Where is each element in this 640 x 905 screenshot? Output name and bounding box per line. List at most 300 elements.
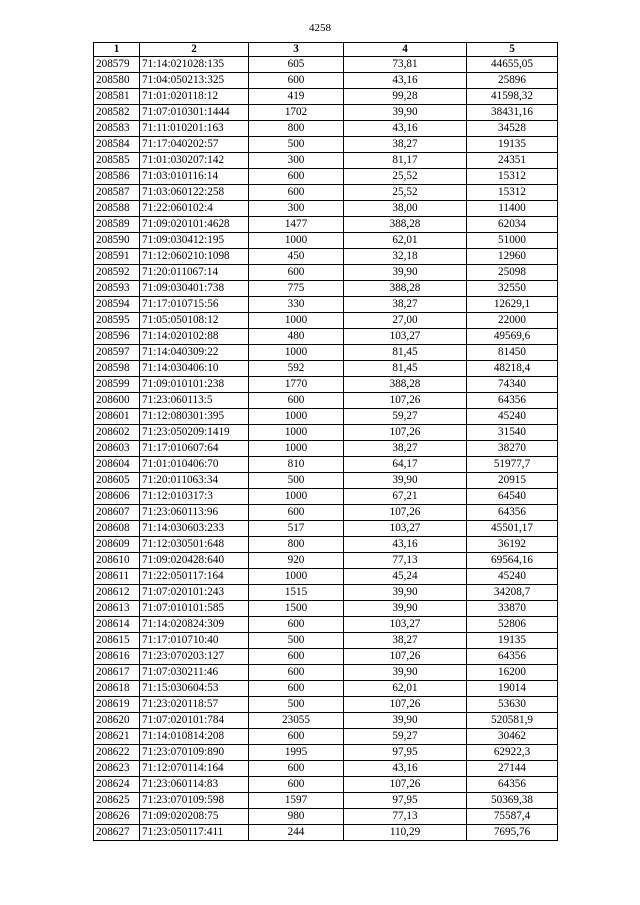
table-cell-col-4: 39,90: [344, 105, 467, 121]
table-cell-col-2: 71:07:010301:1444: [140, 105, 249, 121]
table-row: [94, 185, 558, 201]
table-cell-col-1: 208592: [94, 265, 140, 281]
table-cell-col-1: 208613: [94, 601, 140, 617]
table-cell-col-5: 7695,76: [467, 825, 558, 841]
table-cell-col-3: 600: [249, 761, 344, 777]
table-cell-col-4: 25,52: [344, 185, 467, 201]
table-cell-col-3: 450: [249, 249, 344, 265]
table-cell-col-1: 208602: [94, 425, 140, 441]
table-cell-col-4: 25,52: [344, 169, 467, 185]
table-cell-col-4: 43,16: [344, 761, 467, 777]
table-cell-col-3: 1702: [249, 105, 344, 121]
table-cell-col-5: 64540: [467, 489, 558, 505]
table-cell-col-4: 62,01: [344, 233, 467, 249]
table-cell-col-3: 800: [249, 121, 344, 137]
table-cell-col-3: 1597: [249, 793, 344, 809]
table-cell-col-5: 52806: [467, 617, 558, 633]
table-cell-col-4: 77,13: [344, 809, 467, 825]
table-cell-col-2: 71:05:050108:12: [140, 313, 249, 329]
table-cell-col-3: 500: [249, 137, 344, 153]
table-cell-col-2: 71:23:060114:83: [140, 777, 249, 793]
table-cell-col-5: 81450: [467, 345, 558, 361]
table-cell-col-1: 208582: [94, 105, 140, 121]
table-cell-col-2: 71:03:060122:258: [140, 185, 249, 201]
table-cell-col-4: 77,13: [344, 553, 467, 569]
table-cell-col-5: 25098: [467, 265, 558, 281]
table-cell-col-2: 71:07:020101:784: [140, 713, 249, 729]
table-cell-col-5: 45240: [467, 409, 558, 425]
table-row: [94, 217, 558, 233]
table-row: [94, 329, 558, 345]
table-cell-col-1: 208599: [94, 377, 140, 393]
table-cell-col-2: 71:14:030603:233: [140, 521, 249, 537]
table-cell-col-5: 45501,17: [467, 521, 558, 537]
table-row: [94, 89, 558, 105]
table-row: [94, 553, 558, 569]
table-row: [94, 281, 558, 297]
table-cell-col-4: 81,45: [344, 361, 467, 377]
table-row: [94, 697, 558, 713]
table-cell-col-4: 388,28: [344, 281, 467, 297]
table-cell-col-3: 600: [249, 73, 344, 89]
table-cell-col-3: 600: [249, 185, 344, 201]
table-row: [94, 297, 558, 313]
table-cell-col-5: 31540: [467, 425, 558, 441]
table-cell-col-5: 33870: [467, 601, 558, 617]
table-row: [94, 153, 558, 169]
table-cell-col-2: 71:22:050117:164: [140, 569, 249, 585]
table-cell-col-2: 71:09:030412:195: [140, 233, 249, 249]
table-body: [94, 57, 558, 841]
table-cell-col-4: 110,29: [344, 825, 467, 841]
table-cell-col-2: 71:17:010710:40: [140, 633, 249, 649]
table-cell-col-4: 38,27: [344, 137, 467, 153]
table-cell-col-3: 810: [249, 457, 344, 473]
table-cell-col-5: 64356: [467, 777, 558, 793]
table-cell-col-4: 99,28: [344, 89, 467, 105]
table-cell-col-2: 71:03:010116:14: [140, 169, 249, 185]
table-cell-col-5: 25896: [467, 73, 558, 89]
table-row: [94, 665, 558, 681]
table-cell-col-5: 51977,7: [467, 457, 558, 473]
table-cell-col-2: 71:14:010814:208: [140, 729, 249, 745]
table-cell-col-1: 208614: [94, 617, 140, 633]
page-number: 4258: [309, 22, 331, 34]
table-cell-col-1: 208625: [94, 793, 140, 809]
table-cell-col-3: 500: [249, 473, 344, 489]
table-cell-col-3: 600: [249, 681, 344, 697]
table-cell-col-3: 300: [249, 153, 344, 169]
table-cell-col-1: 208617: [94, 665, 140, 681]
table-row: [94, 233, 558, 249]
table-cell-col-1: 208584: [94, 137, 140, 153]
table-cell-col-4: 43,16: [344, 121, 467, 137]
table-cell-col-3: 1477: [249, 217, 344, 233]
table-cell-col-2: 71:23:060113:96: [140, 505, 249, 521]
table-cell-col-5: 12629,1: [467, 297, 558, 313]
table-cell-col-1: 208579: [94, 57, 140, 73]
table-cell-col-5: 30462: [467, 729, 558, 745]
table-cell-col-2: 71:12:070114:164: [140, 761, 249, 777]
table-cell-col-1: 208589: [94, 217, 140, 233]
table-cell-col-4: 103,27: [344, 521, 467, 537]
table-row: [94, 793, 558, 809]
table-cell-col-3: 1000: [249, 313, 344, 329]
table-cell-col-2: 71:15:030604:53: [140, 681, 249, 697]
table-cell-col-3: 600: [249, 665, 344, 681]
table-row: [94, 361, 558, 377]
table-cell-col-1: 208620: [94, 713, 140, 729]
table-row: [94, 649, 558, 665]
table-cell-col-4: 81,17: [344, 153, 467, 169]
table-cell-col-3: 775: [249, 281, 344, 297]
table-cell-col-1: 208594: [94, 297, 140, 313]
table-row: [94, 745, 558, 761]
table-cell-col-5: 62922,3: [467, 745, 558, 761]
table-cell-col-2: 71:04:050213:325: [140, 73, 249, 89]
table-cell-col-1: 208581: [94, 89, 140, 105]
table-cell-col-4: 39,90: [344, 473, 467, 489]
table-row: [94, 633, 558, 649]
table-cell-col-3: 1000: [249, 233, 344, 249]
table-cell-col-2: 71:17:010607:64: [140, 441, 249, 457]
table-cell-col-1: 208601: [94, 409, 140, 425]
table-cell-col-4: 81,45: [344, 345, 467, 361]
table-cell-col-5: 64356: [467, 393, 558, 409]
table-cell-col-1: 208612: [94, 585, 140, 601]
table-cell-col-3: 600: [249, 617, 344, 633]
table-row: [94, 441, 558, 457]
table-cell-col-3: 600: [249, 265, 344, 281]
table-cell-col-1: 208586: [94, 169, 140, 185]
table-cell-col-3: 480: [249, 329, 344, 345]
table-cell-col-4: 107,26: [344, 425, 467, 441]
table-cell-col-2: 71:07:020101:243: [140, 585, 249, 601]
table-cell-col-5: 15312: [467, 169, 558, 185]
table-cell-col-2: 71:17:040202:57: [140, 137, 249, 153]
table-cell-col-4: 103,27: [344, 617, 467, 633]
table-cell-col-4: 64,17: [344, 457, 467, 473]
table-row: [94, 809, 558, 825]
table-cell-col-5: 27144: [467, 761, 558, 777]
table-row: [94, 249, 558, 265]
table-cell-col-4: 39,90: [344, 265, 467, 281]
table-cell-col-2: 71:12:010317:3: [140, 489, 249, 505]
table-cell-col-2: 71:01:010406:70: [140, 457, 249, 473]
table-row: [94, 121, 558, 137]
table-cell-col-3: 980: [249, 809, 344, 825]
column-header-1: 1: [94, 43, 140, 57]
table-cell-col-4: 97,95: [344, 745, 467, 761]
table-cell-col-5: 36192: [467, 537, 558, 553]
table-cell-col-3: 600: [249, 393, 344, 409]
table-row: [94, 457, 558, 473]
table-row: [94, 169, 558, 185]
table-cell-col-1: 208605: [94, 473, 140, 489]
table-cell-col-3: 1500: [249, 601, 344, 617]
table-cell-col-1: 208610: [94, 553, 140, 569]
table-cell-col-5: 24351: [467, 153, 558, 169]
table-row: [94, 521, 558, 537]
table-cell-col-1: 208615: [94, 633, 140, 649]
table-cell-col-5: 19135: [467, 137, 558, 153]
table-cell-col-1: 208622: [94, 745, 140, 761]
table-cell-col-2: 71:14:020824:309: [140, 617, 249, 633]
table-row: [94, 489, 558, 505]
table-row: [94, 617, 558, 633]
table-row: [94, 201, 558, 217]
data-table: [93, 42, 558, 841]
table-cell-col-3: 1770: [249, 377, 344, 393]
table-row: [94, 57, 558, 73]
table-cell-col-1: 208618: [94, 681, 140, 697]
table-cell-col-4: 45,24: [344, 569, 467, 585]
table-row: [94, 825, 558, 841]
table-cell-col-4: 59,27: [344, 729, 467, 745]
table-cell-col-5: 50369,38: [467, 793, 558, 809]
table-row: [94, 537, 558, 553]
table-cell-col-1: 208600: [94, 393, 140, 409]
table-cell-col-3: 592: [249, 361, 344, 377]
table-cell-col-4: 107,26: [344, 697, 467, 713]
table-cell-col-3: 300: [249, 201, 344, 217]
table-cell-col-3: 1995: [249, 745, 344, 761]
table-cell-col-2: 71:23:070109:598: [140, 793, 249, 809]
table-cell-col-5: 11400: [467, 201, 558, 217]
table-row: [94, 713, 558, 729]
table-cell-col-3: 244: [249, 825, 344, 841]
table-cell-col-3: 605: [249, 57, 344, 73]
table-cell-col-2: 71:12:060210:1098: [140, 249, 249, 265]
table-row: [94, 313, 558, 329]
column-header-4: 4: [344, 43, 467, 57]
table-cell-col-5: 41598,32: [467, 89, 558, 105]
table-cell-col-2: 71:22:060102:4: [140, 201, 249, 217]
table-cell-col-5: 19014: [467, 681, 558, 697]
table-cell-col-3: 800: [249, 537, 344, 553]
table-cell-col-1: 208580: [94, 73, 140, 89]
table-cell-col-1: 208623: [94, 761, 140, 777]
table-cell-col-2: 71:11:010201:163: [140, 121, 249, 137]
table-cell-col-1: 208588: [94, 201, 140, 217]
table-row: [94, 761, 558, 777]
table-cell-col-2: 71:14:030406:10: [140, 361, 249, 377]
table-cell-col-1: 208595: [94, 313, 140, 329]
table-cell-col-2: 71:20:011067:14: [140, 265, 249, 281]
table-cell-col-5: 75587,4: [467, 809, 558, 825]
table-cell-col-3: 1000: [249, 569, 344, 585]
table-cell-col-2: 71:23:070109:890: [140, 745, 249, 761]
table-row: [94, 425, 558, 441]
table-cell-col-2: 71:09:010101:238: [140, 377, 249, 393]
table-cell-col-4: 73,81: [344, 57, 467, 73]
table-cell-col-5: 16200: [467, 665, 558, 681]
table-cell-col-3: 23055: [249, 713, 344, 729]
table-cell-col-3: 330: [249, 297, 344, 313]
table-cell-col-5: 69564,16: [467, 553, 558, 569]
table-cell-col-3: 600: [249, 505, 344, 521]
table-cell-col-5: 51000: [467, 233, 558, 249]
table-cell-col-3: 600: [249, 729, 344, 745]
table-cell-col-5: 44655,05: [467, 57, 558, 73]
table-cell-col-1: 208593: [94, 281, 140, 297]
table-cell-col-2: 71:14:040309:22: [140, 345, 249, 361]
table-cell-col-1: 208585: [94, 153, 140, 169]
table-row: [94, 729, 558, 745]
table-cell-col-5: 19135: [467, 633, 558, 649]
table-cell-col-4: 38,27: [344, 297, 467, 313]
table-cell-col-5: 22000: [467, 313, 558, 329]
table-row: [94, 473, 558, 489]
table-cell-col-2: 71:09:020101:4628: [140, 217, 249, 233]
table-cell-col-3: 600: [249, 649, 344, 665]
table-cell-col-2: 71:01:020118:12: [140, 89, 249, 105]
table-cell-col-5: 15312: [467, 185, 558, 201]
table-cell-col-4: 97,95: [344, 793, 467, 809]
table-cell-col-2: 71:14:020102:88: [140, 329, 249, 345]
table-cell-col-4: 62,01: [344, 681, 467, 697]
table-cell-col-1: 208598: [94, 361, 140, 377]
table-cell-col-1: 208583: [94, 121, 140, 137]
table-cell-col-1: 208587: [94, 185, 140, 201]
table-cell-col-4: 38,27: [344, 633, 467, 649]
table-cell-col-1: 208606: [94, 489, 140, 505]
table-cell-col-1: 208621: [94, 729, 140, 745]
table-row: [94, 73, 558, 89]
table-cell-col-4: 39,90: [344, 665, 467, 681]
table-cell-col-1: 208611: [94, 569, 140, 585]
table-row: [94, 777, 558, 793]
table-cell-col-3: 1000: [249, 409, 344, 425]
table-row: [94, 569, 558, 585]
table-row: [94, 265, 558, 281]
table-row: [94, 137, 558, 153]
table-cell-col-1: 208608: [94, 521, 140, 537]
table-cell-col-4: 388,28: [344, 377, 467, 393]
table-cell-col-2: 71:20:011063:34: [140, 473, 249, 489]
table-cell-col-3: 500: [249, 633, 344, 649]
table-cell-col-3: 1000: [249, 425, 344, 441]
table-cell-col-4: 43,16: [344, 73, 467, 89]
table-header-row: [94, 43, 558, 57]
table-cell-col-5: 38270: [467, 441, 558, 457]
table-cell-col-2: 71:12:080301:395: [140, 409, 249, 425]
table-cell-col-2: 71:23:050209:1419: [140, 425, 249, 441]
table-cell-col-2: 71:07:010101:585: [140, 601, 249, 617]
table-cell-col-4: 59,27: [344, 409, 467, 425]
column-header-2: 2: [140, 43, 249, 57]
table-cell-col-4: 39,90: [344, 713, 467, 729]
table-cell-col-4: 107,26: [344, 393, 467, 409]
table-cell-col-4: 67,21: [344, 489, 467, 505]
table-cell-col-1: 208619: [94, 697, 140, 713]
table-cell-col-2: 71:07:030211:46: [140, 665, 249, 681]
table-cell-col-4: 43,16: [344, 537, 467, 553]
table-cell-col-4: 39,90: [344, 585, 467, 601]
table-cell-col-1: 208626: [94, 809, 140, 825]
table-cell-col-1: 208604: [94, 457, 140, 473]
table-row: [94, 585, 558, 601]
table-cell-col-4: 107,26: [344, 777, 467, 793]
table-cell-col-5: 520581,9: [467, 713, 558, 729]
table-cell-col-4: 38,00: [344, 201, 467, 217]
table-row: [94, 409, 558, 425]
table-cell-col-4: 388,28: [344, 217, 467, 233]
column-header-5: 5: [467, 43, 558, 57]
table-row: [94, 681, 558, 697]
table-cell-col-2: 71:09:020208:75: [140, 809, 249, 825]
table-cell-col-2: 71:23:060113:5: [140, 393, 249, 409]
table-cell-col-5: 38431,16: [467, 105, 558, 121]
table-cell-col-5: 74340: [467, 377, 558, 393]
table-cell-col-3: 517: [249, 521, 344, 537]
table-cell-col-2: 71:09:030401:738: [140, 281, 249, 297]
table-cell-col-3: 500: [249, 697, 344, 713]
table-row: [94, 345, 558, 361]
table-row: [94, 377, 558, 393]
table-cell-col-1: 208616: [94, 649, 140, 665]
table-cell-col-1: 208590: [94, 233, 140, 249]
table-row: [94, 601, 558, 617]
table-cell-col-5: 34528: [467, 121, 558, 137]
table-cell-col-5: 49569,6: [467, 329, 558, 345]
table-cell-col-4: 32,18: [344, 249, 467, 265]
table-cell-col-2: 71:23:050117:411: [140, 825, 249, 841]
table-cell-col-5: 20915: [467, 473, 558, 489]
table-cell-col-1: 208627: [94, 825, 140, 841]
table-cell-col-4: 39,90: [344, 601, 467, 617]
table-cell-col-4: 27,00: [344, 313, 467, 329]
table-cell-col-1: 208591: [94, 249, 140, 265]
table-cell-col-4: 107,26: [344, 649, 467, 665]
table-cell-col-3: 600: [249, 169, 344, 185]
table-row: [94, 105, 558, 121]
table-cell-col-2: 71:09:020428:640: [140, 553, 249, 569]
table-cell-col-3: 1000: [249, 489, 344, 505]
table-cell-col-5: 32550: [467, 281, 558, 297]
table-row: [94, 505, 558, 521]
table-cell-col-5: 12960: [467, 249, 558, 265]
table-cell-col-3: 1515: [249, 585, 344, 601]
table-cell-col-5: 48218,4: [467, 361, 558, 377]
table-cell-col-2: 71:23:020118:57: [140, 697, 249, 713]
table-cell-col-3: 920: [249, 553, 344, 569]
table-cell-col-5: 45240: [467, 569, 558, 585]
table-cell-col-3: 419: [249, 89, 344, 105]
table-cell-col-3: 600: [249, 777, 344, 793]
table-row: [94, 393, 558, 409]
table-cell-col-1: 208596: [94, 329, 140, 345]
table-cell-col-4: 38,27: [344, 441, 467, 457]
table-cell-col-5: 64356: [467, 505, 558, 521]
table-cell-col-2: 71:14:021028:135: [140, 57, 249, 73]
table-cell-col-3: 1000: [249, 441, 344, 457]
table-cell-col-2: 71:01:030207:142: [140, 153, 249, 169]
table-cell-col-1: 208609: [94, 537, 140, 553]
table-cell-col-5: 34208,7: [467, 585, 558, 601]
table-cell-col-2: 71:12:030501:648: [140, 537, 249, 553]
column-header-3: 3: [249, 43, 344, 57]
table-cell-col-2: 71:23:070203:127: [140, 649, 249, 665]
table-cell-col-4: 107,26: [344, 505, 467, 521]
table-cell-col-1: 208607: [94, 505, 140, 521]
table-cell-col-3: 1000: [249, 345, 344, 361]
table-cell-col-4: 103,27: [344, 329, 467, 345]
table-cell-col-5: 62034: [467, 217, 558, 233]
table-cell-col-5: 64356: [467, 649, 558, 665]
table-cell-col-5: 53630: [467, 697, 558, 713]
table-cell-col-1: 208597: [94, 345, 140, 361]
